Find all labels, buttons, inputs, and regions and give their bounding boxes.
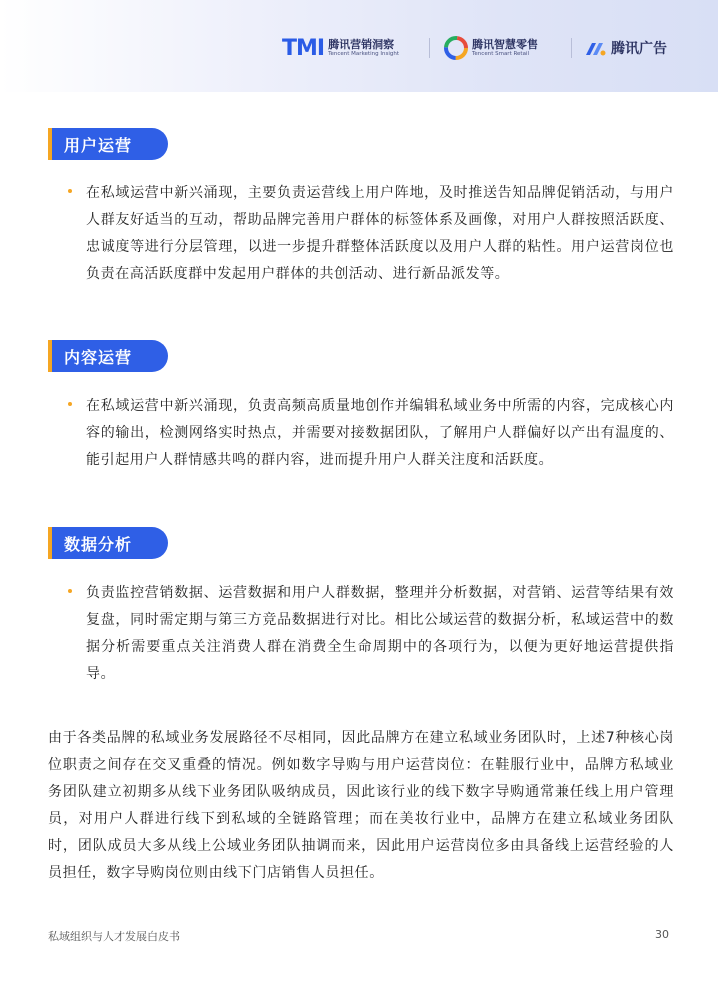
section-text: 在私域运营中新兴涌现，主要负责运营线上用户阵地，及时推送告知品牌促销活动，与用户人群友好适当的互动，帮助品牌完善用户群体的标签体系及画像，对用户人群按照活跃度、忠诚度等进行分层管理，以进一步提升群整体活跃度以及用户人群的粘性。用户运营岗位也负责在高活跃度群中发起用户群体的共创活动、进行新品派发等。 bbox=[86, 185, 674, 282]
section-title-user-ops bbox=[48, 128, 168, 160]
section-text: 负责监控营销数据、运营数据和用户人群数据，整理并分析数据，对营销、运营等结果有效复盘，同时需定期与第三方竞品数据进行对比。相比公域运营的数据分析，私域运营中的数据分析需要重点关注消费人群在消费全生命周期中的各项行为，以便为更好地运营提供指导。 bbox=[86, 585, 674, 682]
smart-retail-swirl-icon bbox=[444, 36, 468, 60]
section-body-data-analysis bbox=[68, 580, 674, 688]
tencent-ads-logo bbox=[584, 33, 667, 63]
tsr-logo-en: Tencent Smart Retail bbox=[472, 50, 530, 57]
section-title-text: 内容运营 bbox=[52, 340, 168, 372]
logo-divider bbox=[429, 38, 430, 58]
section-title-text: 用户运营 bbox=[52, 128, 168, 160]
tencent-smart-retail-logo bbox=[444, 33, 538, 63]
section-body-content-ops bbox=[68, 393, 674, 474]
bullet-dot bbox=[68, 589, 72, 593]
ads-logo-cn: 腾讯广告 bbox=[611, 41, 667, 57]
tencent-ads-mark-icon bbox=[584, 39, 606, 57]
tmi-logo-mark: TMI bbox=[282, 35, 325, 61]
body-paragraph: 由于各类品牌的私域业务发展路径不尽相同，因此品牌方在建立私域业务团队时，上述7种核心岗位职责之间存在交叉重叠的情况。例如数字导购与用户运营岗位：在鞋服行业中，品牌方私域业务团队建立初期多从线下业务团队吸纳成员，因此该行业的线下数字导购通常兼任线上用户管理员，对用户人群进行线下到私域的全链路管理；而在美妆行业中，品牌方在建立私域业务团队时，团队成员大多从线上公域业务团队抽调而来，因此用户运营岗位多由具备线上运营经验的人员担任，数字导购岗位则由线下门店销售人员担任。 bbox=[48, 730, 674, 881]
bullet-dot bbox=[68, 402, 72, 406]
section-text: 在私域运营中新兴涌现，负责高频高质量地创作并编辑私域业务中所需的内容，完成核心内容的输出，检测网络实时热点，并需要对接数据团队，了解用户人群偏好以产出有温度的、能引起用户人群情感共鸣的群内容，进而提升用户人群关注度和活跃度。 bbox=[86, 398, 674, 468]
tencent-marketing-insight-logo bbox=[282, 33, 399, 63]
section-title-content-ops bbox=[48, 340, 168, 372]
page-header bbox=[0, 0, 718, 92]
bullet-dot bbox=[68, 189, 72, 193]
tmi-logo-en: Tencent Marketing Insight bbox=[328, 50, 399, 57]
footer-doc-title: 私域组织与人才发展白皮书 bbox=[48, 930, 180, 943]
tmi-logo-cn: 腾讯营销洞察 bbox=[328, 37, 395, 51]
section-title-data-analysis bbox=[48, 527, 168, 559]
logo-divider bbox=[571, 38, 572, 58]
section-title-text: 数据分析 bbox=[52, 527, 168, 559]
tsr-logo-cn: 腾讯智慧零售 bbox=[472, 37, 538, 51]
footer-page-number: 30 bbox=[655, 928, 669, 941]
section-body-user-ops bbox=[68, 180, 674, 288]
